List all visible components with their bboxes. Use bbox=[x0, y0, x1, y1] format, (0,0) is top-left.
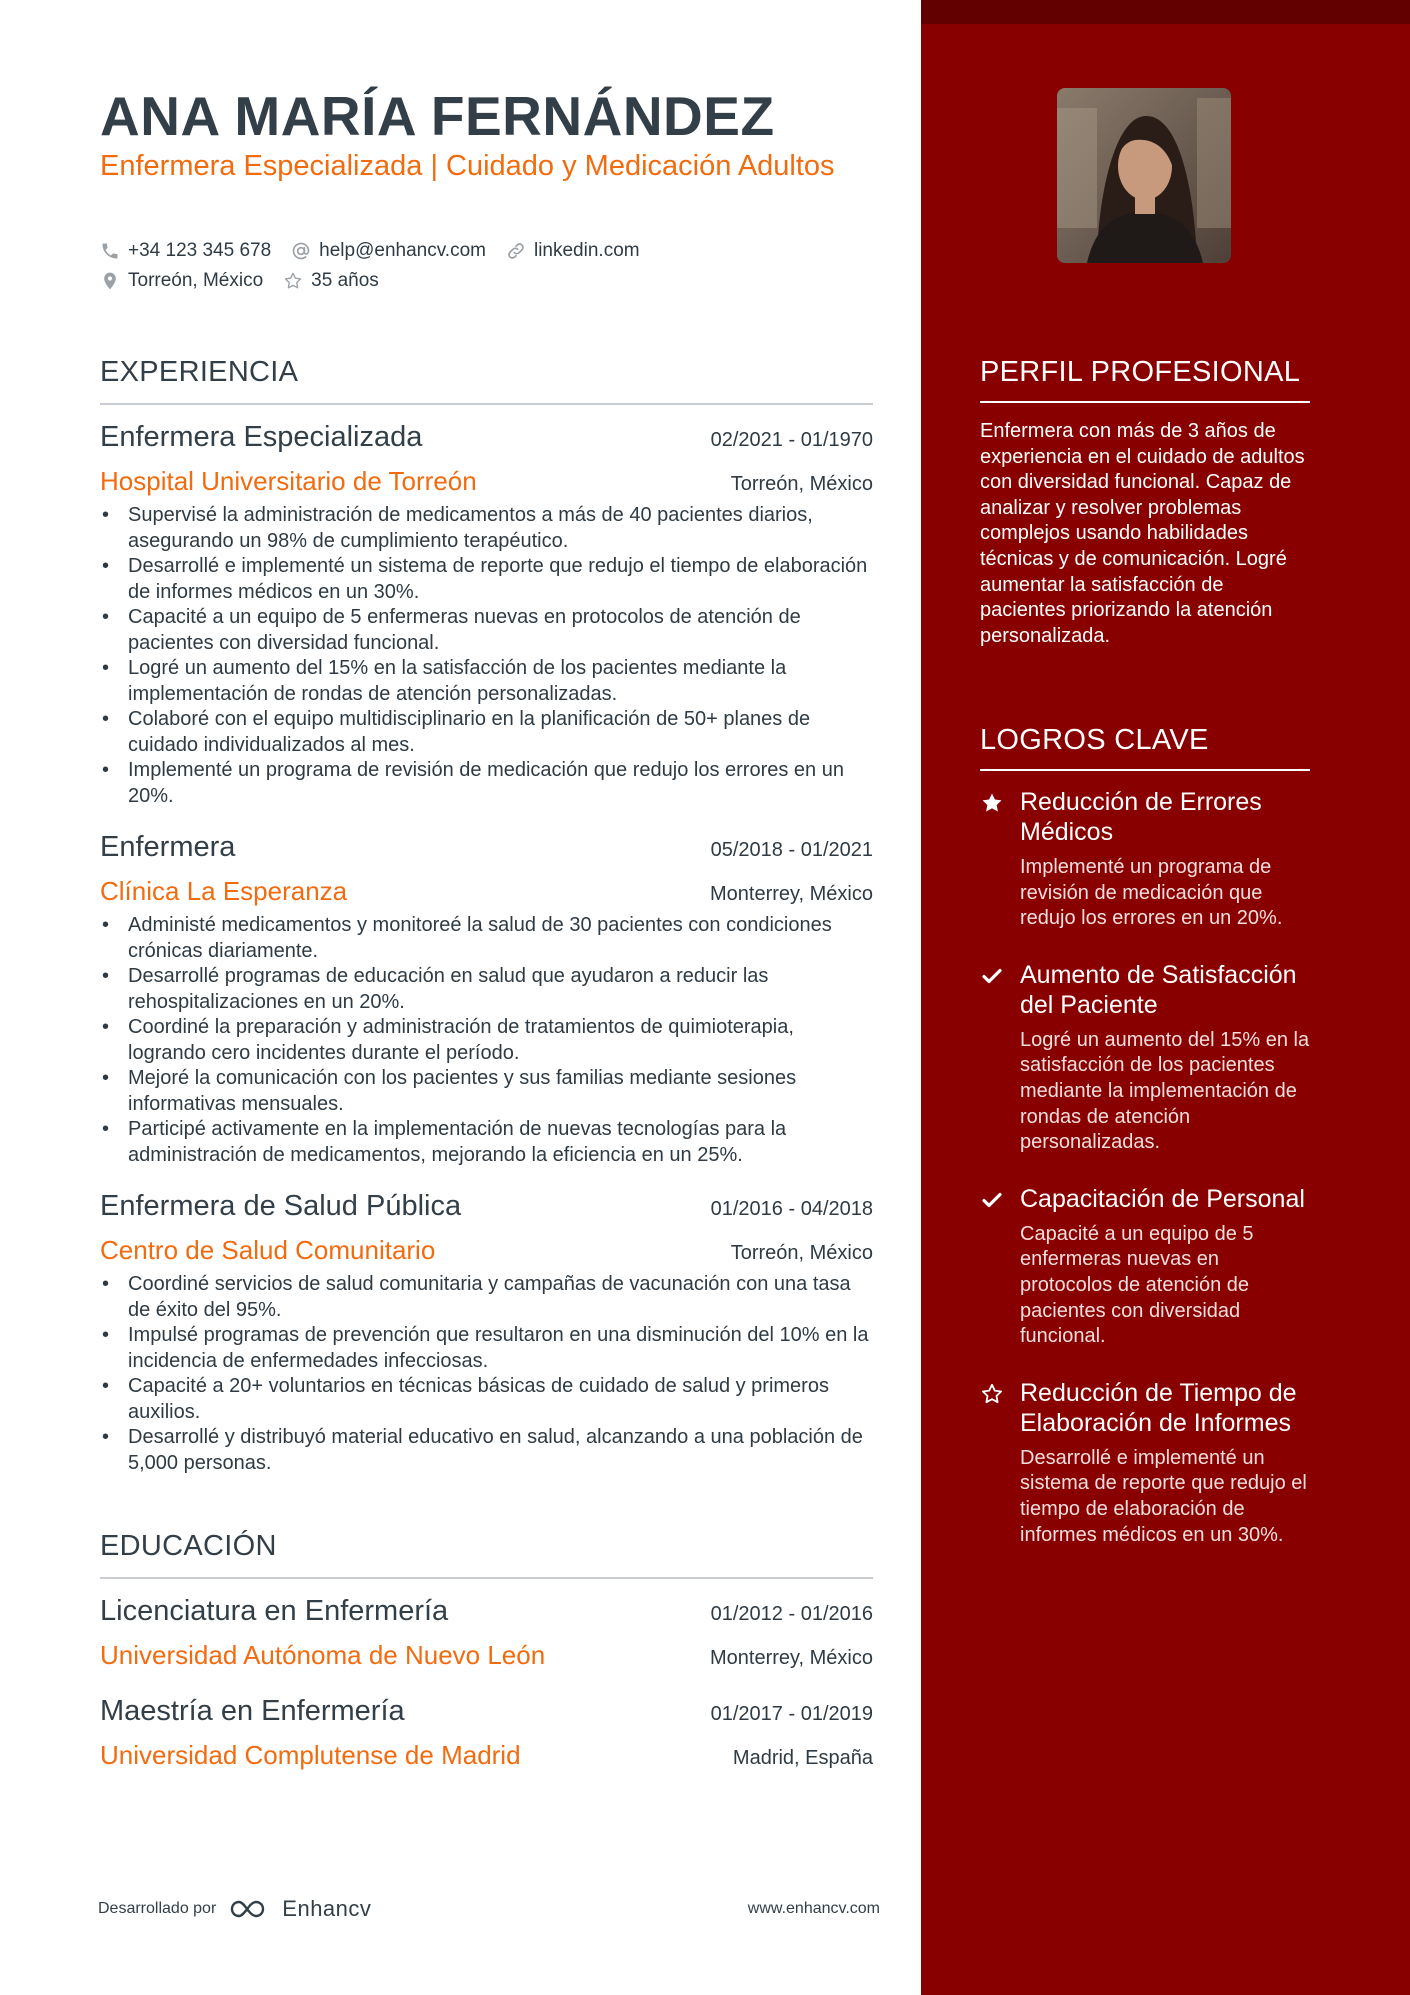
sidebar bbox=[921, 0, 1410, 1995]
phone-icon bbox=[100, 241, 120, 261]
profile-photo bbox=[1057, 88, 1231, 263]
star-filled-icon bbox=[980, 791, 1004, 815]
job-location: Torreón, México bbox=[730, 1242, 873, 1264]
contact-email[interactable] bbox=[291, 240, 486, 262]
experience-entry bbox=[100, 1190, 873, 1476]
job-company: Clínica La Esperanza bbox=[100, 876, 348, 906]
website-text: linkedin.com bbox=[533, 240, 640, 261]
brand-name: Enhancv bbox=[282, 1896, 372, 1921]
achievement-item bbox=[980, 1184, 1310, 1350]
job-bullet: • Capacité a un equipo de 5 enfermeras nuevas en protocolos de atención de pacientes con diversidad funcional. bbox=[100, 605, 873, 656]
achievement-title: Aumento de Satisfacción del Paciente bbox=[1020, 960, 1297, 1019]
link-icon bbox=[506, 241, 526, 261]
achievement-title: Reducción de Tiempo de Elaboración de Informes bbox=[1020, 1378, 1297, 1437]
education-title: EDUCACIÓN bbox=[100, 1530, 873, 1579]
profile-title: PERFIL PROFESIONAL bbox=[980, 356, 1310, 403]
job-role: Enfermera bbox=[100, 831, 236, 863]
job-dates: 01/2016 - 04/2018 bbox=[710, 1198, 873, 1220]
achievement-title: Capacitación de Personal bbox=[1020, 1184, 1305, 1213]
achievement-desc: Logré un aumento del 15% en la satisfacción de los pacientes mediante la implementación de rondas de atención personalizadas. bbox=[1020, 1028, 1310, 1154]
star-outline-icon bbox=[980, 1382, 1004, 1406]
job-bullet: • Logré un aumento del 15% en la satisfacción de los pacientes mediante la implementación de rondas de atención personalizadas. bbox=[100, 656, 873, 707]
at-icon bbox=[291, 241, 311, 261]
contact-info bbox=[100, 236, 873, 296]
job-bullets bbox=[100, 913, 873, 1168]
job-bullet: • Mejoré la comunicación con los pacientes y sus familias mediante sesiones informativas mensuales. bbox=[100, 1066, 873, 1117]
job-company: Centro de Salud Comunitario bbox=[100, 1235, 436, 1265]
location-text: Torreón, México bbox=[128, 270, 264, 291]
achievement-title: Reducción de Errores Médicos bbox=[1020, 788, 1262, 846]
job-dates: 05/2018 - 01/2021 bbox=[710, 839, 873, 861]
experience-entry bbox=[100, 831, 873, 1168]
footer bbox=[98, 1896, 880, 1922]
experience-entry bbox=[100, 421, 873, 809]
job-location: Monterrey, México bbox=[709, 883, 873, 905]
contact-phone[interactable] bbox=[100, 240, 271, 262]
job-bullet: • Administé medicamentos y monitoreé la salud de 30 pacientes con condiciones crónicas diariamente. bbox=[100, 913, 873, 964]
school-location: Madrid, España bbox=[732, 1747, 873, 1769]
achievement-desc: Desarrollé e implementé un sistema de reporte que redujo el tiempo de elaboración de informes médicos en un 30%. bbox=[1020, 1446, 1307, 1546]
degree-dates: 01/2017 - 01/2019 bbox=[710, 1703, 873, 1725]
achievement-item bbox=[980, 787, 1310, 932]
job-bullets bbox=[100, 1272, 873, 1476]
profile-summary: Enfermera con más de 3 años de experiencia en el cuidado de adultos con diversidad funcional. Capaz de analizar y resolver problemas complejos usando habilidades técnicas y de comunicación. Logré aumentar la satisfacción de pacientes priorizando la atención personalizada. bbox=[980, 420, 1305, 647]
job-role: Enfermera de Salud Pública bbox=[100, 1190, 462, 1222]
job-bullet: • Capacité a 20+ voluntarios en técnicas básicas de cuidado de salud y primeros auxilios. bbox=[100, 1374, 873, 1425]
powered-by-text: Desarrollado por bbox=[98, 1900, 217, 1917]
job-company: Hospital Universitario de Torreón bbox=[100, 466, 477, 496]
enhancv-logo-icon bbox=[228, 1897, 274, 1921]
job-location: Torreón, México bbox=[730, 473, 873, 495]
check-icon bbox=[980, 964, 1004, 988]
experience-section bbox=[100, 356, 873, 1476]
achievements-section bbox=[980, 724, 1310, 1548]
achievement-item bbox=[980, 1378, 1310, 1548]
check-icon bbox=[980, 1188, 1004, 1212]
job-bullet: • Desarrollé programas de educación en salud que ayudaron a reducir las rehospitalizaciones en un 20%. bbox=[100, 964, 873, 1015]
school-location: Monterrey, México bbox=[709, 1647, 873, 1669]
job-bullet: • Coordiné la preparación y administración de tratamientos de quimioterapia, logrando cero incidentes durante el período. bbox=[100, 1015, 873, 1066]
education-entry bbox=[100, 1695, 873, 1771]
location-pin-icon bbox=[100, 271, 120, 291]
footer-url[interactable]: www.enhancv.com bbox=[747, 1900, 880, 1917]
education-section bbox=[100, 1530, 873, 1771]
phone-text: +34 123 345 678 bbox=[128, 240, 272, 261]
email-text: help@enhancv.com bbox=[319, 240, 486, 261]
job-bullet: • Impulsé programas de prevención que resultaron en una disminución del 10% en la incidencia de enfermedades infecciosas. bbox=[100, 1323, 873, 1374]
job-dates: 02/2021 - 01/1970 bbox=[710, 429, 873, 451]
candidate-name: ANA MARÍA FERNÁNDEZ bbox=[100, 85, 775, 147]
candidate-headline: Enfermera Especializada | Cuidado y Medicación Adultos bbox=[100, 150, 835, 182]
contact-age bbox=[283, 270, 379, 292]
degree-name: Maestría en Enfermería bbox=[100, 1695, 405, 1727]
achievement-desc: Implementé un programa de revisión de medicación que redujo los errores en un 20%. bbox=[1020, 856, 1283, 930]
profile-section bbox=[980, 356, 1310, 649]
experience-title: EXPERIENCIA bbox=[100, 356, 873, 405]
job-bullet: • Coordiné servicios de salud comunitaria y campañas de vacunación con una tasa de éxito del 95%. bbox=[100, 1272, 873, 1323]
job-bullets bbox=[100, 503, 873, 809]
contact-location bbox=[100, 270, 263, 292]
job-bullet: • Colaboré con el equipo multidisciplinario en la planificación de 50+ planes de cuidado individualizados al mes. bbox=[100, 707, 873, 758]
achievement-item bbox=[980, 960, 1310, 1156]
star-outline-icon bbox=[283, 271, 303, 291]
job-bullet: • Participé activamente en la implementación de nuevas tecnologías para la administración de medicamentos, mejorando la eficiencia en un 25%. bbox=[100, 1117, 873, 1168]
education-entry bbox=[100, 1595, 873, 1671]
degree-dates: 01/2012 - 01/2016 bbox=[710, 1603, 873, 1625]
footer-brand[interactable] bbox=[98, 1896, 371, 1922]
age-text: 35 años bbox=[311, 270, 379, 291]
job-bullet: • Implementé un programa de revisión de medicación que redujo los errores en un 20%. bbox=[100, 758, 873, 809]
school-name: Universidad Complutense de Madrid bbox=[100, 1740, 521, 1770]
school-name: Universidad Autónoma de Nuevo León bbox=[100, 1640, 546, 1670]
achievements-title: LOGROS CLAVE bbox=[980, 724, 1310, 771]
job-bullet: • Desarrollé y distribuyó material educativo en salud, alcanzando a una población de 5,000 personas. bbox=[100, 1425, 873, 1476]
sidebar-top-bar bbox=[921, 0, 1410, 24]
job-bullet: • Desarrollé e implementé un sistema de reporte que redujo el tiempo de elaboración de informes médicos en un 30%. bbox=[100, 554, 873, 605]
job-bullet: • Supervisé la administración de medicamentos a más de 40 pacientes diarios, asegurando un 98% de cumplimiento terapéutico. bbox=[100, 503, 873, 554]
job-role: Enfermera Especializada bbox=[100, 421, 423, 453]
degree-name: Licenciatura en Enfermería bbox=[100, 1595, 449, 1627]
achievement-desc: Capacité a un equipo de 5 enfermeras nuevas en protocolos de atención de pacientes con diversidad funcional. bbox=[1020, 1222, 1254, 1348]
contact-website[interactable] bbox=[506, 240, 640, 262]
